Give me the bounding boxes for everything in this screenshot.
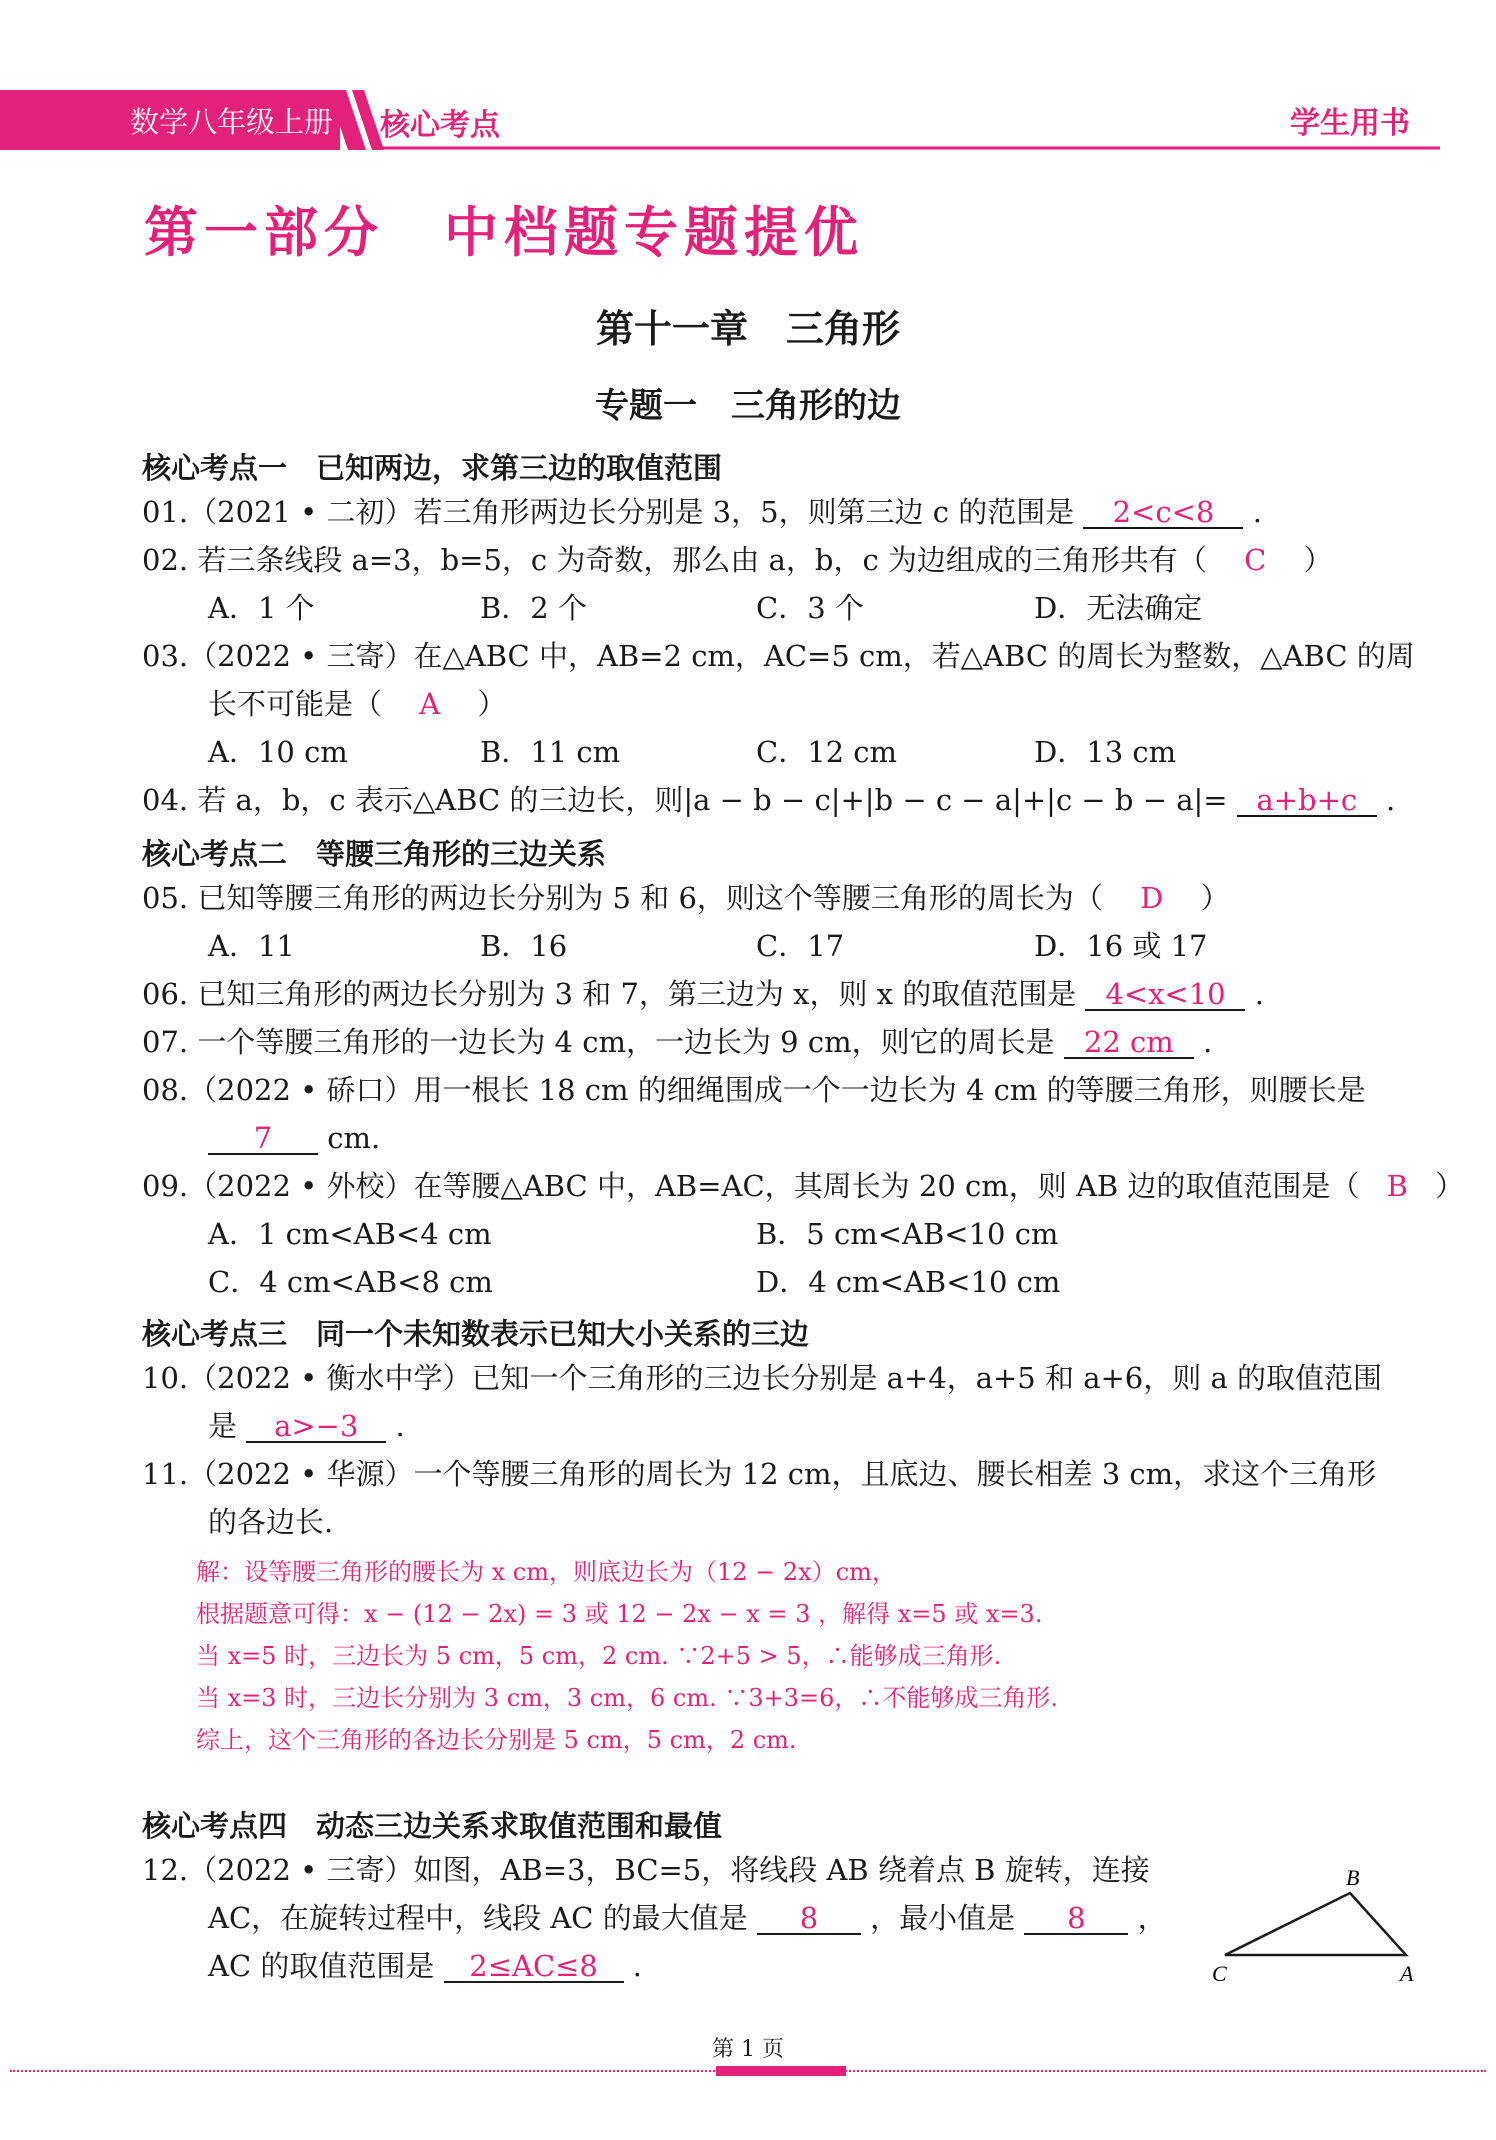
option-a: A．10 cm — [208, 735, 348, 769]
answer-choice: A — [419, 687, 441, 721]
section-heading-2: 核心考点二 等腰三角形的三边关系 — [142, 837, 607, 871]
option-b: B．11 cm — [480, 735, 621, 769]
option-c: C．3 个 — [756, 591, 864, 625]
solution-line: 当 x=5 时，三边长为 5 cm，5 cm，2 cm. ∵2+5 > 5，∴能够成三角形. — [196, 1642, 1002, 1670]
question-end: . — [395, 1409, 405, 1443]
topic-title: 专题一 三角形的边 — [595, 386, 901, 426]
option-d: D．4 cm<AB<10 cm — [756, 1265, 1061, 1299]
question-end: . — [1203, 1025, 1213, 1059]
question-end: ） — [477, 687, 507, 721]
footer-tab — [716, 2066, 846, 2076]
question-text: 04. 若 a，b，c 表示△ABC 的三边长，则|a − b − c|+|b − c − a|+|c − b − a|= — [142, 783, 1228, 817]
part-title: 第一部分 中档题专题提优 — [144, 200, 864, 264]
question-12-line2 — [208, 1898, 1167, 1938]
option-d: D．16 或 17 — [1034, 929, 1208, 963]
vertex-label-c: C — [1212, 1961, 1227, 1985]
solution-line: 综上，这个三角形的各边长分别是 5 cm，5 cm，2 cm. — [196, 1726, 797, 1754]
section-heading-4: 核心考点四 动态三边关系求取值范围和最值 — [142, 1809, 723, 1843]
question-end: ） — [1303, 543, 1333, 577]
option-b: B．2 个 — [480, 591, 587, 625]
answer-blank: 22 cm — [1064, 1027, 1194, 1059]
header-badge: 学生用书 — [1290, 106, 1410, 141]
question-07 — [142, 1022, 1212, 1062]
option-a: A．1 个 — [208, 591, 315, 625]
question-text: AC 的取值范围是 — [208, 1949, 435, 1983]
question-end: . — [1254, 977, 1264, 1011]
answer-choice: D — [1140, 881, 1164, 915]
answer-choice: B — [1386, 1169, 1408, 1203]
question-12-line3 — [208, 1946, 642, 1986]
question-04 — [142, 780, 1395, 820]
option-a: A．11 — [208, 929, 295, 963]
question-end: ） — [1200, 881, 1230, 915]
question-text: AC，在旋转过程中，线段 AC 的最大值是 — [208, 1901, 748, 1935]
option-a: A．1 cm<AB<4 cm — [208, 1217, 492, 1251]
solution-line: 解：设等腰三角形的腰长为 x cm，则底边长为（12 − 2x）cm， — [196, 1558, 896, 1586]
question-03: 03.（2022 • 三寄）在△ABC 中，AB=2 cm，AC=5 cm，若△ABC 的周长为整数，△ABC 的周 — [142, 639, 1415, 673]
answer-blank: 2<c<8 — [1083, 497, 1243, 529]
question-end: . — [1386, 783, 1396, 817]
question-05 — [142, 878, 1230, 918]
option-b: B．5 cm<AB<10 cm — [756, 1217, 1059, 1251]
question-text: 01.（2021 • 二初）若三角形两边长分别是 3，5，则第三边 c 的范围是 — [142, 495, 1075, 529]
question-03-line2 — [208, 684, 506, 724]
answer-blank: a+b+c — [1237, 785, 1377, 817]
header-section-label: 核心考点 — [380, 108, 500, 143]
option-d: D．13 cm — [1034, 735, 1177, 769]
vertex-label-a: A — [1400, 1961, 1414, 1985]
question-09 — [142, 1166, 1464, 1206]
question-text: 09.（2022 • 外校）在等腰△ABC 中，AB=AC，其周长为 20 cm，则 AB 边的取值范围是（ — [142, 1169, 1360, 1203]
question-11: 11.（2022 • 华源）一个等腰三角形的周长为 12 cm，且底边、腰长相差 3 cm，求这个三角形 — [142, 1457, 1377, 1491]
question-06 — [142, 974, 1264, 1014]
question-08-line2 — [208, 1118, 380, 1158]
answer-choice: C — [1244, 543, 1267, 577]
question-text: 06. 已知三角形的两边长分别为 3 和 7，第三边为 x，则 x 的取值范围是 — [142, 977, 1077, 1011]
answer-blank-range: 2≤AC≤8 — [444, 1951, 624, 1983]
option-c: C．4 cm<AB<8 cm — [208, 1265, 493, 1299]
option-d: D．无法确定 — [1034, 591, 1203, 625]
question-end: cm. — [327, 1121, 381, 1155]
option-c: C．12 cm — [756, 735, 898, 769]
triangle-abc — [1225, 1893, 1406, 1955]
solution-line: 当 x=3 时，三边长分别为 3 cm，3 cm，6 cm. ∵3+3=6，∴不能够成三角形. — [196, 1684, 1059, 1712]
question-end: . — [632, 1949, 643, 1983]
solution-line: 根据题意可得：x − (12 − 2x) = 3 或 12 − 2x − x = 3 ，解得 x=5 或 x=3. — [196, 1600, 1043, 1628]
question-02 — [142, 540, 1333, 580]
section-heading-1: 核心考点一 已知两边，求第三边的取值范围 — [142, 451, 723, 485]
question-text: ， — [1137, 1901, 1167, 1935]
vertex-label-b: B — [1346, 1865, 1360, 1890]
answer-blank: 7 — [208, 1123, 318, 1155]
question-12: 12.（2022 • 三寄）如图，AB=3，BC=5，将线段 AB 绕着点 B 旋转，连接 — [142, 1853, 1150, 1887]
answer-blank-max: 8 — [757, 1903, 861, 1935]
answer-blank-min: 8 — [1024, 1903, 1128, 1935]
question-10: 10.（2022 • 衡水中学）已知一个三角形的三边长分别是 a+4，a+5 和 a+6，则 a 的取值范围 — [142, 1361, 1382, 1395]
question-10-line2 — [208, 1406, 405, 1446]
chapter-title: 第十一章 三角形 — [595, 306, 900, 351]
question-11-line2: 的各边长. — [208, 1505, 334, 1539]
question-08: 08.（2022 • 硚口）用一根长 18 cm 的细绳围成一个一边长为 4 cm 的等腰三角形，则腰长是 — [142, 1073, 1366, 1107]
answer-blank: a>−3 — [246, 1411, 386, 1443]
answer-blank: 4<x<10 — [1085, 979, 1245, 1011]
question-text: 长不可能是（ — [208, 687, 383, 721]
page-number: 第 1 页 — [712, 2037, 784, 2062]
question-text: 07. 一个等腰三角形的一边长为 4 cm，一边长为 9 cm，则它的周长是 — [142, 1025, 1055, 1059]
question-end: ） — [1435, 1169, 1465, 1203]
question-text: ，最小值是 — [870, 1901, 1016, 1935]
book-title: 数学八年级上册 — [130, 105, 334, 139]
question-text: 05. 已知等腰三角形的两边长分别为 5 和 6，则这个等腰三角形的周长为（ — [142, 881, 1103, 915]
question-end: . — [1252, 495, 1262, 529]
option-c: C．17 — [756, 929, 845, 963]
section-heading-3: 核心考点三 同一个未知数表示已知大小关系的三边 — [142, 1317, 810, 1351]
question-text: 02. 若三条线段 a=3，b=5，c 为奇数，那么由 a，b，c 为边组成的三角形共有（ — [142, 543, 1207, 577]
question-01 — [142, 492, 1262, 532]
triangle-figure — [1210, 1865, 1440, 1985]
option-b: B．16 — [480, 929, 568, 963]
question-text: 是 — [208, 1409, 238, 1443]
